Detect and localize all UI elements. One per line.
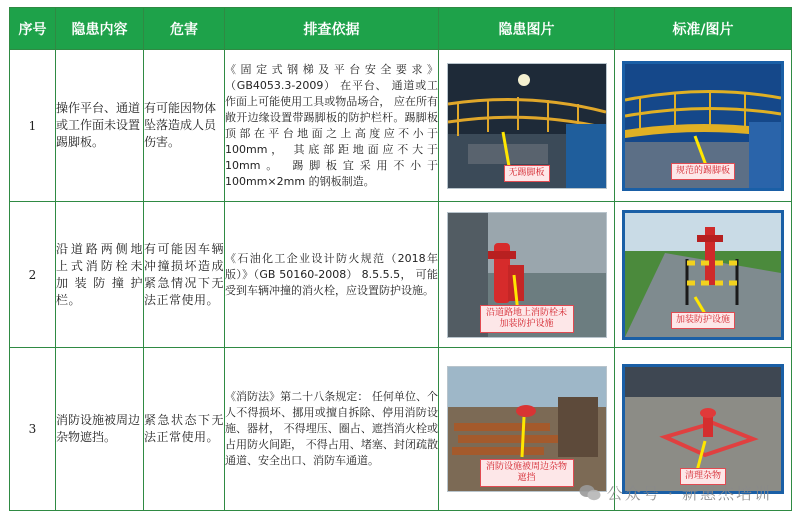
hazard-caption: 沿道路地上消防栓未加装防护设施 — [480, 305, 574, 333]
header-standard-image: 标准/图片 — [615, 8, 792, 50]
harm-text: 有可能因车辆冲撞损坏造成紧急情况下无法正常使用。 — [144, 202, 225, 348]
hazard-caption: 无踢脚板 — [503, 165, 549, 182]
row-number: 1 — [10, 50, 56, 202]
row-number: 3 — [10, 348, 56, 511]
standard-photo-cleared — [622, 364, 784, 494]
hazard-content: 消防设施被周边杂物遮挡。 — [56, 348, 144, 511]
harm-text: 有可能因物体坠落造成人员伤害。 — [144, 50, 225, 202]
inspection-basis: 《固定式钢梯及平台安全要求》（GB4053.3-2009） 在平台、 通道或工作面上可能使用工具或物品场合， 应在所有敞开边缘设置带踢脚板的防护栏杆。踢脚板顶部在平台地面之上高度应不小于100mm， 其底部距地面应不大于10mm。 踢脚板宜采用不小于 100mm×2mm 的钢板制造。 — [225, 50, 439, 202]
standard-caption: 规范的踢脚板 — [671, 163, 735, 180]
hazard-content: 沿道路两侧地上式消防栓未加装防撞护栏。 — [56, 202, 144, 348]
standard-image-cell — [615, 50, 792, 202]
wechat-watermark — [579, 481, 772, 504]
hazard-inspection-table — [9, 7, 792, 511]
inspection-basis: 《消防法》第二十八条规定： 任何单位、个人不得损坏、挪用或擅自拆除、停用消防设施、器材， 不得埋压、圈占、遮挡消火栓或占用防火间距， 不得占用、堵塞、封闭疏散通道、安全出口、消防车通道。 — [225, 348, 439, 511]
hazard-content: 操作平台、通道或工作面未设置踢脚板。 — [56, 50, 144, 202]
table-row — [10, 202, 792, 348]
header-hazard: 隐患内容 — [56, 8, 144, 50]
hazard-caption: 消防设施被周边杂物遮挡 — [480, 459, 574, 487]
standard-image-cell — [615, 202, 792, 348]
header-row — [10, 8, 792, 50]
header-hazard-image: 隐患图片 — [439, 8, 615, 50]
hazard-photo-obstructed — [447, 366, 607, 492]
standard-caption: 加装防护设施 — [671, 312, 735, 329]
header-basis: 排查依据 — [225, 8, 439, 50]
standard-photo-railing — [622, 61, 784, 191]
hazard-image-cell — [439, 50, 615, 202]
hazard-photo-hydrant — [447, 212, 607, 338]
watermark-text: 公众号 · 新惠杰培训 — [606, 484, 772, 503]
wechat-icon — [579, 484, 601, 502]
hazard-photo-railing — [447, 63, 607, 189]
hazard-image-cell — [439, 202, 615, 348]
table-row — [10, 50, 792, 202]
standard-photo-hydrant — [622, 210, 784, 340]
harm-text: 紧急状态下无法正常使用。 — [144, 348, 225, 511]
header-no: 序号 — [10, 8, 56, 50]
standard-caption: 清理杂物 — [680, 468, 726, 485]
inspection-basis: 《石油化工企业设计防火规范（2018年版）》（GB 50160-2008） 8.5.5.5， 可能受到车辆冲撞的消火栓，应设置防护设施。 — [225, 202, 439, 348]
header-harm: 危害 — [144, 8, 225, 50]
row-number: 2 — [10, 202, 56, 348]
